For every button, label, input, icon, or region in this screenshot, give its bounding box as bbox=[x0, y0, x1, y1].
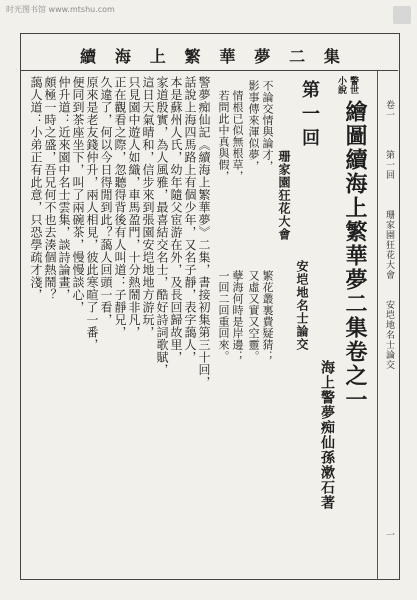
header-char: 二 bbox=[289, 47, 306, 66]
body-line: 仲升道：近來園中名士雲集，談詩論畫， bbox=[57, 76, 71, 301]
running-header bbox=[80, 44, 340, 67]
verse-line: 若問此中真與假， bbox=[217, 90, 230, 182]
header-char: 華 bbox=[219, 47, 236, 66]
header-char: 海 bbox=[114, 47, 131, 66]
corner-icon bbox=[393, 6, 411, 24]
body-line: 警夢痴仙記《續海上繁華夢》二集，書接初集第三十回， bbox=[197, 76, 211, 389]
header-char: 夢 bbox=[254, 47, 271, 66]
watermark: 时光图书馆 www.mtshu.com bbox=[6, 5, 115, 14]
verse-line: 又虛又實又空靈。 bbox=[247, 270, 260, 362]
verse-line: 一回二回重回來。 bbox=[217, 270, 230, 362]
category-label-top: 警世 bbox=[348, 76, 358, 94]
book-title: 繪圖續海上繁華夢二集卷之一 bbox=[342, 100, 368, 412]
body-line: 藹人道：小弟正有此意，只恐學疏才淺， bbox=[29, 76, 43, 301]
body-line: 便同到茶座坐下，叫了兩碗茶，慢慢談心， bbox=[71, 76, 85, 314]
heading-line-1: 安垲地名士論交 bbox=[295, 260, 309, 351]
body-line: 話說上海四馬路上有個少年，又名子靜，表字藹人， bbox=[183, 76, 197, 364]
body-line: 這日天氣晴和，信步來到張園安垲地地方游玩， bbox=[141, 76, 155, 339]
header-char: 續 bbox=[80, 47, 97, 66]
body-line: 頗極一時之盛，吾兄何不也去湊個熱鬧？ bbox=[43, 76, 57, 301]
margin-title-2: 安垲地名士論交 bbox=[384, 300, 394, 370]
body-line: 家道殷實，為人風雅，最喜結交名士，酷好詩詞歌賦， bbox=[155, 76, 169, 376]
margin-volume: 卷一 bbox=[384, 100, 394, 120]
margin-title-1: 珊家園狂花大會 bbox=[384, 210, 394, 280]
heading-line-2: 珊家園狂花大會 bbox=[277, 150, 291, 241]
verse-line: 影事傳來渾似夢， bbox=[247, 80, 260, 172]
verse-line: 繁花叢裏費疑猜； bbox=[261, 270, 274, 362]
chapter-number: 第一回 bbox=[299, 80, 320, 152]
body-line: 本是蘇州人氏，幼年隨父宦游在外，及長回歸故里， bbox=[169, 76, 183, 364]
body-line: 只見園中遊人如織，車馬盈門，十分熱鬧非凡， bbox=[127, 76, 141, 339]
verse-line: 情根已似無根草， bbox=[231, 90, 244, 182]
author-line: 海上警夢痴仙孫漱石著 bbox=[319, 360, 335, 510]
margin-chapter: 第一回 bbox=[384, 150, 394, 180]
margin-rule bbox=[377, 70, 378, 580]
folio-number: 一 bbox=[384, 530, 394, 540]
verse-line: 不論交情與論才， bbox=[261, 80, 274, 172]
body-line: 久違了，何以今日得閒到此？藹人回頭一看， bbox=[99, 76, 113, 326]
body-line: 原來是老友錢仲升，兩人相見，彼此寒暄了一番， bbox=[85, 76, 99, 351]
header-char: 集 bbox=[323, 47, 340, 66]
verse-line: 孽海何時是岸邊； bbox=[231, 270, 244, 362]
header-char: 繁 bbox=[184, 47, 201, 66]
body-line: 正在觀看之際，忽聽得背後有人叫道：子靜兄， bbox=[113, 76, 127, 339]
header-divider bbox=[20, 70, 398, 71]
category-label-bottom: 小說 bbox=[336, 76, 346, 94]
header-char: 上 bbox=[149, 47, 166, 66]
